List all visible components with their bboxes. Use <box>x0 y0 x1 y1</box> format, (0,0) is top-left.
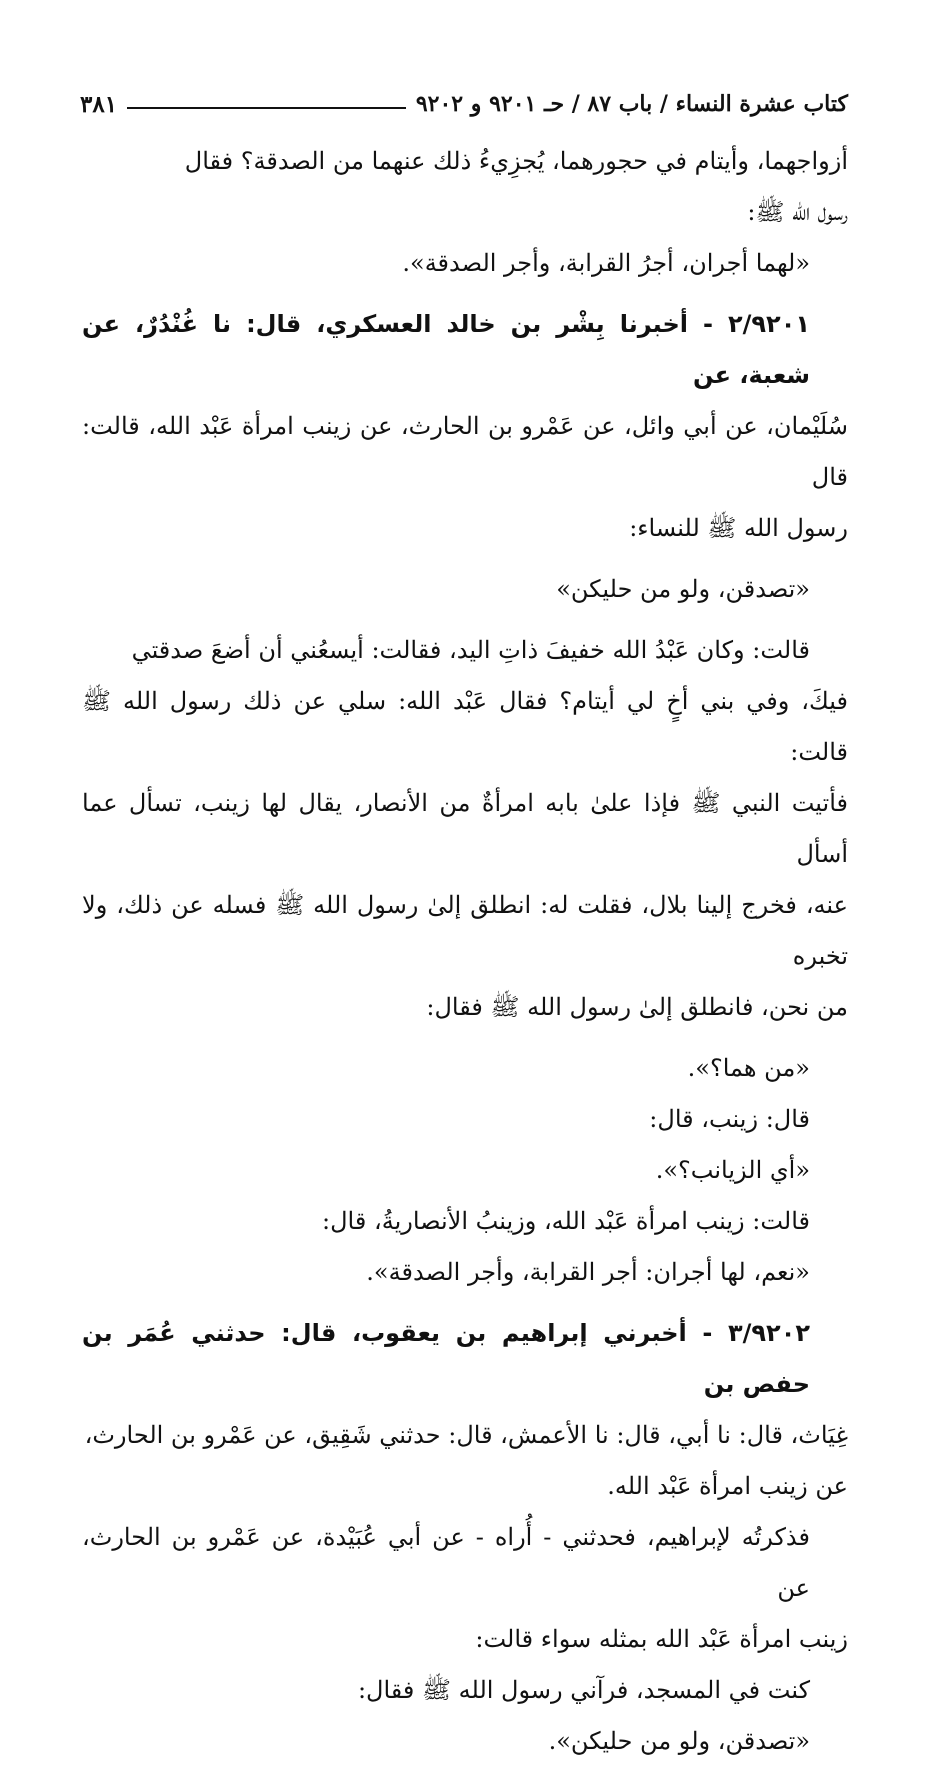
running-title: كتاب عشرة النساء / باب ٨٧ / حـ ٩٢٠١ و ٩٢٠٢ <box>415 91 848 117</box>
text-line: قالت: زينب امرأة عَبْد الله، وزينبُ الأنصاريةُ، قال: <box>322 1207 810 1235</box>
quote-line: «نعم، لها أجران: أجر القرابة، وأجر الصدقة». <box>366 1258 810 1286</box>
text-line: قال: زينب، قال: <box>649 1105 810 1133</box>
text-line: رسول الله ﷺ للنساء: <box>629 514 848 542</box>
text-line: فيكَ، وفي بني أخٍ لي أيتام؟ فقال عَبْد الله: سلي عن ذلك رسول الله ﷺ قالت: <box>82 687 848 766</box>
text-line: عنه، فخرج إلينا بلال، فقلت له: انطلق إلىٰ رسول الله ﷺ فسله عن ذلك، ولا تخبره <box>82 891 848 970</box>
text-line: فأتيت النبي ﷺ فإذا علىٰ بابه امرأةٌ من الأنصار، يقال لها زينب، تسأل عما أسأل <box>82 789 848 868</box>
text-line: قالت: وكان عَبْدُ الله خفيفَ ذاتِ اليد، فقالت: أيسعُني أن أضعَ صدقتي <box>131 636 810 664</box>
text-line: كنت في المسجد، فرآني رسول الله ﷺ فقال: <box>357 1676 810 1704</box>
text-line: زينب امرأة عَبْد الله بمثله سواء قالت: <box>475 1625 848 1653</box>
hadith-line: ٢/٩٢٠١ - أخبرنا بِشْر بن خالد العسكري، قال: نا غُنْدُرٌ، عن شعبة، عن <box>82 310 810 389</box>
text-line: رسول الله ﷺ: <box>747 198 848 226</box>
text-line: غِيَاث، قال: نا أبي، قال: نا الأعمش، قال: حدثني شَقِيق، عن عَمْرو بن الحارث، <box>84 1421 848 1449</box>
quote-line: «تصدقن، ولو من حليكن» <box>556 575 810 603</box>
quote-line: «من هما؟». <box>687 1054 810 1082</box>
page-header <box>80 84 848 124</box>
quote-line: «تصدقن، ولو من حليكن». <box>548 1727 810 1755</box>
text-line: أزواجهما، وأيتام في حجورهما، يُجزِيءُ ذلك عنهما من الصدقة؟ فقال <box>184 147 848 175</box>
header-rule <box>127 107 406 109</box>
quote-line: «لهما أجران، أجرُ القرابة، وأجر الصدقة». <box>402 249 810 277</box>
text-line: عن زينب امرأة عَبْد الله. <box>607 1472 848 1500</box>
quote-line: «أي الزيانب؟». <box>655 1156 810 1184</box>
page-body <box>82 136 848 1767</box>
text-line: فذكرتُه لإبراهيم، فحدثني - أُراه - عن أبي عُبَيْدة، عن عَمْرو بن الحارث، عن <box>82 1523 810 1602</box>
text-line: من نحن، فانطلق إلىٰ رسول الله ﷺ فقال: <box>426 993 848 1021</box>
hadith-line: ٣/٩٢٠٢ - أخبرني إبراهيم بن يعقوب، قال: حدثني عُمَر بن حفص بن <box>82 1319 810 1398</box>
page-number: ٣٨١ <box>80 90 118 118</box>
text-line: سُلَيْمان، عن أبي وائل، عن عَمْرو بن الحارث، عن زينب امرأة عَبْد الله، قالت: قال <box>82 412 848 491</box>
